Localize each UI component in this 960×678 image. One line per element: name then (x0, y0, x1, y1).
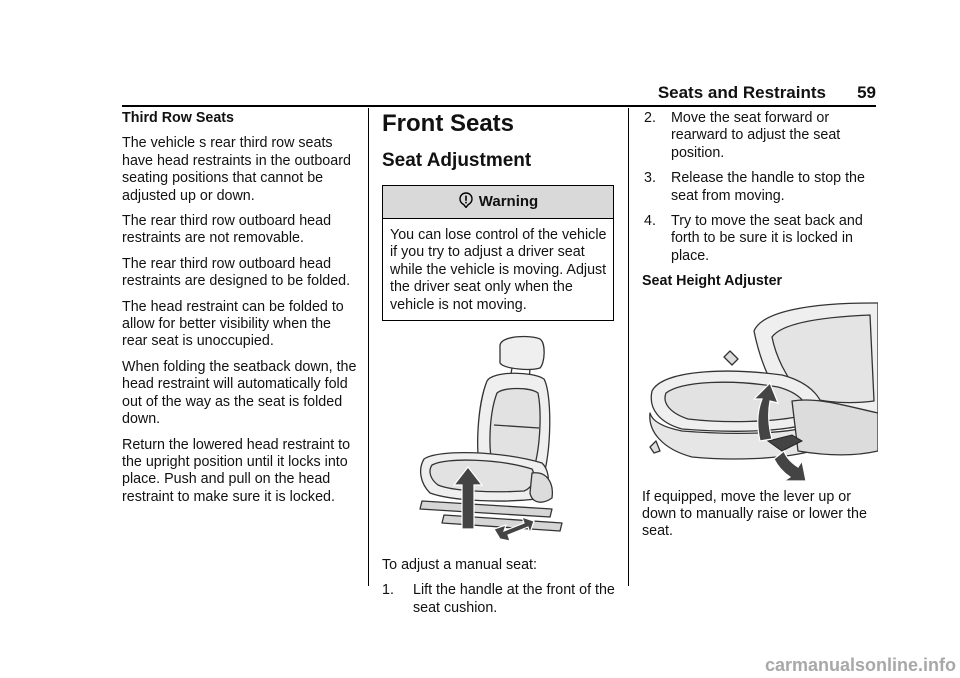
column-divider-1 (368, 108, 369, 586)
list-item (382, 582, 618, 617)
paragraph: The head restraint can be folded to allow for better visibility when the rear seat is unoccupied. (122, 298, 344, 350)
step-number: 2. (644, 110, 656, 126)
paragraph: When folding the seatback down, the head restraint will automatically fold out of the way as the seat is folded down. (122, 358, 357, 428)
seat-adjustment-subtitle: Seat Adjustment (382, 150, 532, 171)
seat-height-adjuster-heading: Seat Height Adjuster (642, 273, 783, 290)
manual-seat-illustration (382, 333, 618, 551)
list-item (642, 170, 878, 205)
step-list (642, 110, 878, 265)
column-1 (122, 110, 358, 514)
step-text: Release the handle to stop the seat from moving. (671, 170, 865, 204)
step-number: 3. (644, 170, 656, 187)
paragraph: The rear third row outboard head restraints are designed to be folded. (122, 255, 351, 290)
list-item (642, 110, 878, 162)
column-2 (382, 110, 618, 625)
seat-height-text: If equipped, move the lever up or down to manually raise or lower the seat. (642, 488, 867, 540)
step-list (382, 582, 618, 617)
step-text: Lift the handle at the front of the seat cushion. (413, 582, 615, 616)
paragraph: The rear third row outboard head restraints are not removable. (122, 213, 332, 247)
step-text: Move the seat forward or rearward to adjust the seat position. (671, 110, 841, 161)
paragraph: Return the lowered head restraint to the upright position until it locks into place. Push and pull on the head restraint to make sure it is locked. (122, 436, 351, 505)
warning-header (383, 186, 613, 219)
seat-height-illustration (642, 301, 878, 481)
paragraph: The vehicle s rear third row seats have head restraints in the outboard seating positions that cannot be adjusted up or down. (122, 135, 351, 204)
header-rule (122, 105, 876, 107)
column-divider-2 (628, 108, 629, 586)
third-row-seats-heading: Third Row Seats (122, 110, 235, 126)
manual-seat-intro: To adjust a manual seat: (382, 557, 537, 574)
watermark: carmanualsonline.info (764, 655, 956, 675)
warning-box (382, 185, 614, 321)
front-seats-title: Front Seats (382, 110, 515, 137)
page-number: 59 (857, 83, 876, 102)
step-text: Try to move the seat back and forth to be sure it is locked in place. (671, 213, 863, 264)
list-item (642, 213, 878, 265)
column-3 (642, 110, 878, 549)
section-title: Seats and Restraints (657, 83, 826, 102)
warning-text: You can lose control of the vehicle if you try to adjust a driver seat while the vehicle is moving. Adjust the driver seat only when the vehicle is not moving. (390, 227, 607, 313)
step-number: 1. (382, 582, 394, 599)
warning-label: Warning (478, 193, 539, 211)
step-number: 4. (644, 213, 656, 230)
warning-icon (458, 192, 474, 212)
